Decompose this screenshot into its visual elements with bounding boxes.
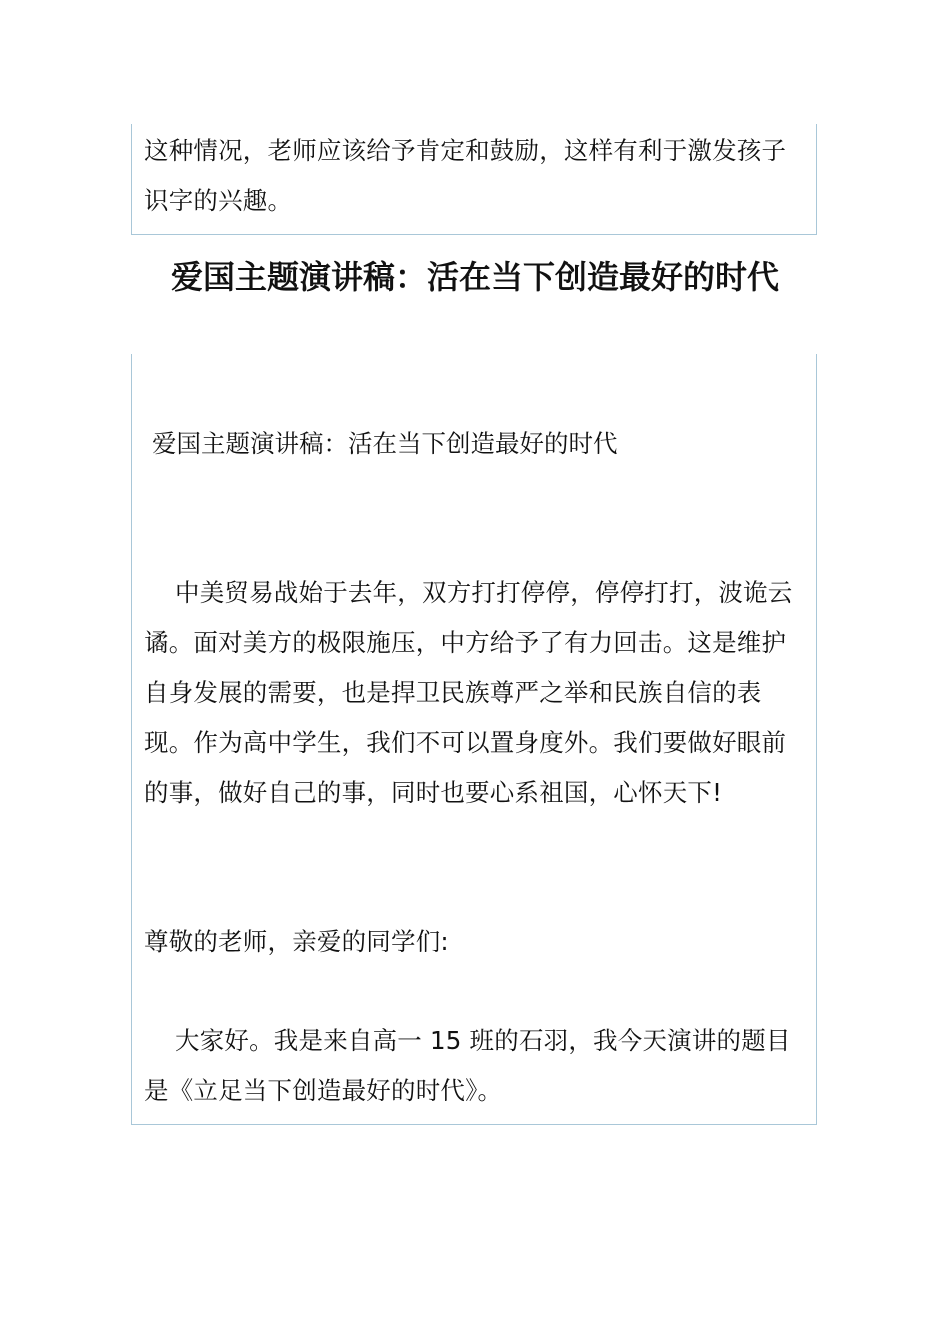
article-heading: 爱国主题演讲稿：活在当下创造最好的时代	[170, 258, 779, 296]
previous-paragraph: 这种情况，老师应该给予肯定和鼓励，这样有利于激发孩子识字的兴趣。	[144, 136, 787, 215]
intro-paragraph: 中美贸易战始于去年，双方打打停停，停停打打，波诡云谲。面对美方的极限施压，中方给予了有力回击。这是维护自身发展的需要，也是捍卫民族尊严之举和民族自信的表现。作为高中学生，我们不可以置身度外。我们要做好眼前的事，做好自己的事，同时也要心系祖国，心怀天下!	[144, 578, 793, 807]
salutation: 尊敬的老师，亲爱的同学们:	[144, 927, 449, 956]
greeting-paragraph: 大家好。我是来自高一 15 班的石羽，我今天演讲的题目是《立足当下创造最好的时代》。	[144, 1026, 791, 1105]
article-subtitle: 爱国主题演讲稿：活在当下创造最好的时代	[152, 429, 618, 458]
